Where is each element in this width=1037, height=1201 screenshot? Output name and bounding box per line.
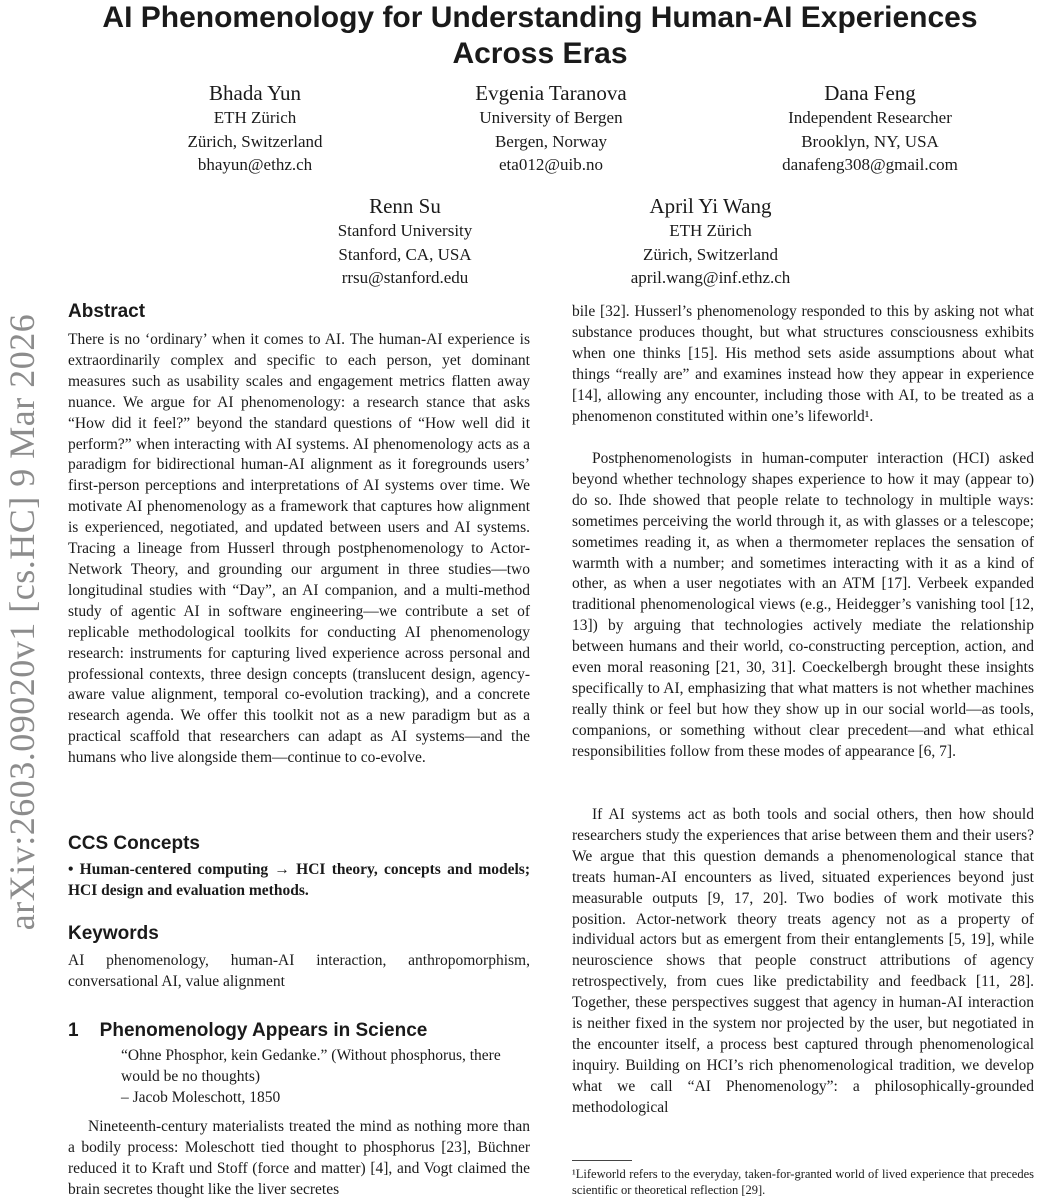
author-location: Zürich, Switzerland: [642, 244, 778, 264]
abstract-heading: Abstract: [68, 301, 146, 322]
ccs-text: • Human-centered computing → HCI theory, concepts and models; HCI design and evaluation methods.: [68, 861, 530, 899]
author-email: rrsu@stanford.edu: [341, 268, 469, 287]
section-1-paragraph: Postphenomenologists in human-computer interaction (HCI) asked beyond whether technology shapes experience to how it may (appear to) do so. Ihde showed that people relate to technology in multiple ways: sometimes perceiving the world through it, as with glasses or a telescope; sometimes reading it, as when a thermometer replaces the sensation of warmth with a number; and sometimes interacting with it as a kind of other, as when a user negotiates with an ATM [17]. Verbeek expanded traditional phenomenological views (e.g., Heidegger’s vanishing tool [12, 13]) by arguing that technologies actively mediate the relationship between humans and their world, co-constructing perception, action, and even moral reasoning [21, 30, 31]. Coeckelbergh brought these insights specifically to AI, emphasizing that what matters is not whether machines really think or feel but how they show up in our social world—as tools, companions, or something without clear precedent—and what ethical responsibilities follow from these modes of appearance [6, 7].: [572, 450, 1034, 760]
author-name: Renn Su: [369, 194, 441, 218]
author-block: [578, 193, 843, 290]
author-location: Zürich, Switzerland: [187, 131, 323, 151]
ccs-heading: CCS Concepts: [68, 833, 200, 854]
author-block: [275, 193, 535, 290]
epigraph-quote: “Ohne Phosphor, kein Gedanke.” (Without phosphorus, there would be no thoughts): [121, 1047, 501, 1085]
author-affiliation: Independent Researcher: [788, 108, 952, 127]
author-name: Dana Feng: [824, 81, 916, 105]
author-block: [735, 80, 1005, 177]
author-email: april.wang@inf.ethz.ch: [630, 268, 791, 287]
author-name: Bhada Yun: [209, 81, 301, 105]
author-email: danafeng308@gmail.com: [782, 155, 958, 174]
author-email: eta012@uib.no: [499, 155, 603, 174]
abstract-text: There is no ‘ordinary’ when it comes to AI. The human-AI experience is extraordinarily complex and specific to each person, yet dominant measures such as usability scales and engagement metrics flatten away nuance. We argue for AI phenomenology: a research stance that asks “How did it feel?” beyond the standard questions of “How well did it perform?” when interacting with AI systems. AI phenomenology acts as a paradigm for bidirectional human-AI alignment as it foregrounds users’ first-person perceptions and interpretations of AI systems over time. We motivate AI phenomenology as a framework that captures how alignment is experienced, negotiated, and updated between users and AI systems. Tracing a lineage from Husserl through postphenomenology to Actor-Network Theory, and grounding our argument in three studies—two longitudinal studies with “Day”, an AI companion, and a multi-method study of agentic AI in software engineering—we contribute a set of replicable methodological toolkits for conducting AI phenomenology research: instruments for capturing lived experience across personal and professional contexts, three design concepts (translucent design, agency-aware value alignment, temporal co-evolution tracking), and a concrete research agenda. We offer this toolkit not as a new paradigm but as a practical scaffold that researchers can adapt as AI systems—and the humans who live alongside them—continue to co-evolve.: [68, 331, 530, 767]
paper-title: AI Phenomenology for Understanding Human-AI Experiences Across Eras: [102, 1, 978, 70]
author-location: Stanford, CA, USA: [338, 244, 472, 264]
author-block: [130, 80, 380, 177]
author-block: [420, 80, 682, 177]
author-location: Brooklyn, NY, USA: [801, 131, 939, 151]
author-location: Bergen, Norway: [494, 131, 608, 151]
keywords-text: AI phenomenology, human-AI interaction, anthropomorphism, conversational AI, value alignment: [68, 952, 530, 990]
keywords-heading: Keywords: [68, 923, 159, 944]
footnote: ¹Lifeworld refers to the everyday, taken-for-granted world of lived experience that precedes scientific or theoretical reflection [29].: [572, 1167, 1034, 1197]
section-1-paragraph: If AI systems act as both tools and social others, then how should researchers study the experiences that arise between them and their users? We argue that this question demands a phenomenological stance that treats human-AI encounters as lived, situated experiences beyond just measurable outputs [9, 17, 20]. Two bodies of work motivate this position. Actor-network theory treats agency not as a property of individual actors but as emergent from their entanglements [5, 19], while neuroscience shows that people construct attributions of agency retrospectively, from cues like predictability and feedback [11, 28]. Together, these perspectives suggest that agency in human-AI interaction is neither fixed in the system nor projected by the user, but negotiated in the encounter itself, a process best captured through phenomenological inquiry. Building on HCI’s rich phenomenological tradition, we develop what we call “AI Phenomenology”: a philosophically-grounded methodological: [572, 806, 1034, 1116]
author-affiliation: ETH Zürich: [669, 221, 752, 240]
footnote-rule: [572, 1160, 632, 1161]
arxiv-identifier: arXiv:2603.09020v1 [cs.HC] 9 Mar 2026: [2, 313, 42, 931]
author-name: April Yi Wang: [649, 194, 772, 218]
author-affiliation: Stanford University: [337, 221, 473, 240]
author-name: Evgenia Taranova: [475, 81, 627, 105]
section-1-paragraph-left: Nineteenth-century materialists treated the mind as nothing more than a bodily process: Moleschott tied thought to phosphorus [23], Büchner reduced it to Kraft und Stoff (force and matter) [4], and Vogt claimed the brain secretes thought like the liver secretes: [68, 1118, 530, 1198]
author-affiliation: University of Bergen: [479, 108, 623, 127]
author-email: bhayun@ethz.ch: [197, 155, 313, 174]
epigraph-attribution: – Jacob Moleschott, 1850: [121, 1089, 281, 1106]
author-affiliation: ETH Zürich: [213, 108, 297, 127]
section-1-paragraph: bile [32]. Husserl’s phenomenology responded to this by asking not what substance produces thought, but what structures consciousness exhibits when one thinks [15]. His method sets aside assumptions about what things “really are” and examines instead how they appear in experience [14], allowing any encounter, including those with AI, to be treated as a phenomenon constituted within one’s lifeworld¹.: [572, 303, 1034, 425]
section-1-heading: 1 Phenomenology Appears in Science: [68, 1020, 428, 1041]
